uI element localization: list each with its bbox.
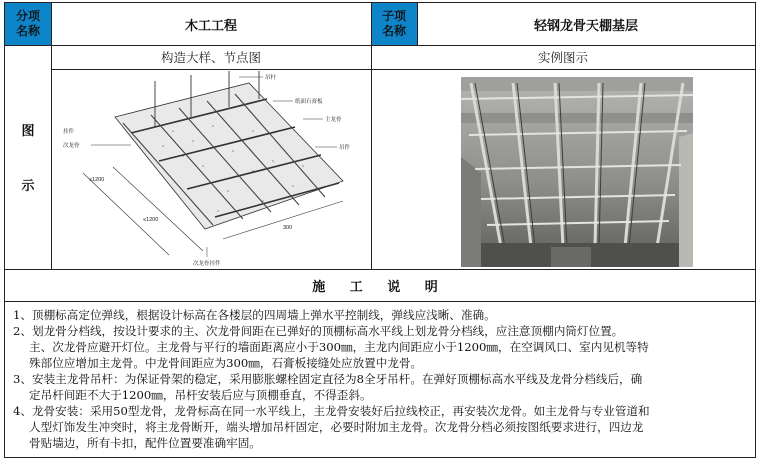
item-value: 木工工程 <box>184 18 237 34</box>
label-secondary-keel: 次龙骨 <box>63 143 80 149</box>
instruction-line: 殊部位应增加主龙骨。中龙骨间距应为300㎜，石膏板接缝处应放置中龙骨。 <box>29 356 423 370</box>
construction-detail-drawing <box>53 71 369 267</box>
label-connector: 挂件 <box>63 129 75 135</box>
subitem-label-line2: 名称 <box>381 24 406 38</box>
label-dim-3: 300 <box>283 225 293 231</box>
item-label-line1: 分项 <box>15 9 40 23</box>
side-label-bottom: 示 <box>21 179 35 194</box>
instruction-line: 主、次龙骨应避开灯位。主龙骨与平行的墙面距离应小于300㎜，主龙内间距应小于1200㎜，在空调风口、室内见机等特 <box>29 340 649 354</box>
instructions-list <box>13 307 751 451</box>
divider <box>371 3 372 269</box>
instruction-line: 1、顶棚标高定位弹线，根据设计标高在各楼层的四周墙上弹水平控制线，弹线应浅晰、准确。 <box>13 308 496 322</box>
instruction-line: 定吊杆间距不大于1200㎜，吊杆安装后应与顶棚垂直，不得歪斜。 <box>29 388 372 402</box>
instruction-line: 3、安装主龙骨吊杆：为保证骨架的稳定，采用膨胀螺栓固定直径为8全牙吊杆。在弹好顶棚标高水平线及龙骨分档线后，确 <box>13 372 643 386</box>
divider <box>51 3 52 269</box>
left-heading: 构造大样、节点图 <box>160 50 261 65</box>
instruction-line: 2、划龙骨分档线，按设计要求的主、次龙骨间距在已弹好的顶棚标高水平线上划龙骨分档线，应注意顶棚内筒灯位置。 <box>13 324 624 338</box>
label-main-keel: 主龙骨 <box>325 117 342 123</box>
item-label-line2: 名称 <box>15 24 40 38</box>
label-hanger: 吊件 <box>339 145 351 151</box>
label-bottom: 次龙骨挂件 <box>193 261 221 267</box>
instruction-line: 骨贴墙边，所有卡扣，配件位置要准确牢固。 <box>29 436 261 450</box>
construction-sheet <box>4 2 756 458</box>
subitem-label-line1: 子项 <box>381 9 406 23</box>
label-dim-1: ≤1200 <box>89 177 105 183</box>
instructions-title: 施 工 说 明 <box>312 279 448 295</box>
instruction-line: 人型灯饰发生冲突时，将主龙骨断开，端头增加吊杆固定，必要时附加主龙骨。次龙骨分档必须按图纸要求进行，四边龙 <box>29 420 644 434</box>
divider <box>5 301 755 302</box>
divider <box>417 3 418 45</box>
item-label <box>5 3 51 45</box>
label-rod: 吊杆 <box>265 75 277 81</box>
figure-side-label <box>5 45 51 269</box>
subitem-label <box>371 3 417 45</box>
label-dim-2: ≤1200 <box>143 217 159 223</box>
right-heading: 实例图示 <box>537 50 588 65</box>
example-photo <box>461 77 693 267</box>
subitem-value: 轻钢龙骨天棚基层 <box>533 18 638 34</box>
instruction-line: 4、龙骨安装：采用50型龙骨，龙骨标高在同一水平线上，主龙骨安装好后拉线校正，再安装次龙骨。如主龙骨与专业管道和 <box>13 404 650 418</box>
label-board: 纸面石膏板 <box>295 99 323 105</box>
divider <box>51 69 755 70</box>
side-label-top: 图 <box>21 124 35 139</box>
